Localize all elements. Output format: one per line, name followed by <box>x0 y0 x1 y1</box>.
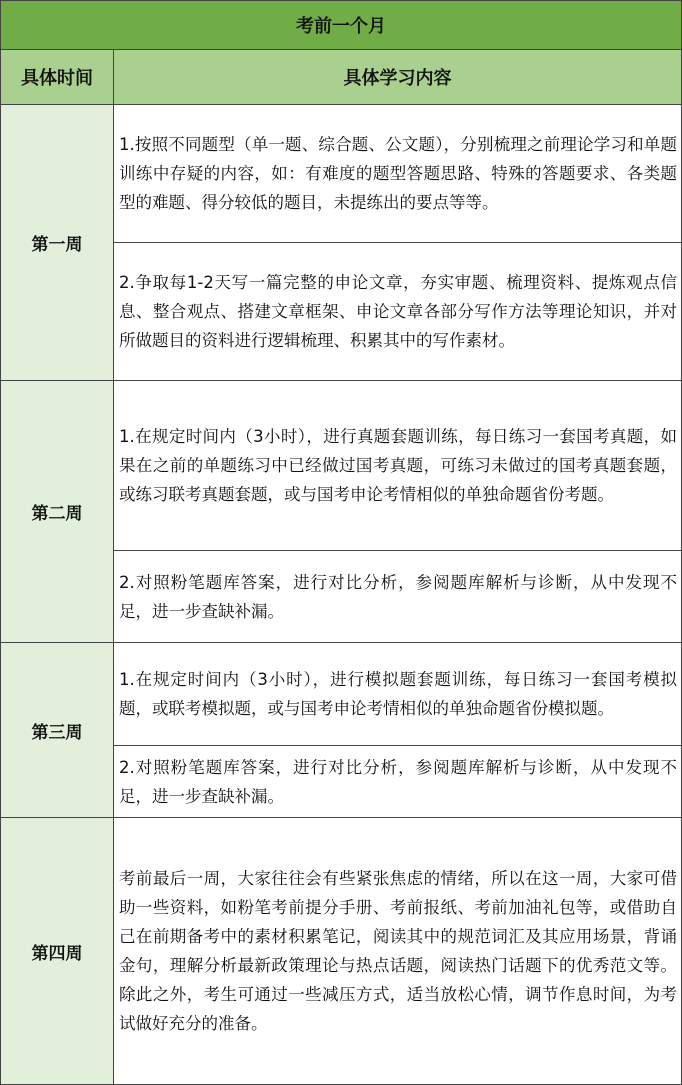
week-2-item-1: 1.在规定时间内（3小时），进行真题套题训练，每日练习一套国考真题，如果在之前的单题练习中已经做过国考真题，可练习未做过的国考真题套题，或练习联考真题套题，或与国考申论考情相似的单独命题省份考题。 <box>114 381 682 551</box>
table-row <box>1 381 682 551</box>
week-1-item-1: 1.按照不同题型（单一题、综合题、公文题），分别梳理之前理论学习和单题训练中存疑的内容，如：有难度的题型答题思路、特殊的答题要求、各类题型的难题、得分较低的题目，未提练出的要点等等。 <box>114 105 682 243</box>
table-row <box>1 818 682 1085</box>
header-week: 具体时间 <box>1 50 114 105</box>
header-content: 具体学习内容 <box>114 50 682 105</box>
header-row <box>1 50 682 105</box>
week-label-4: 第四周 <box>1 818 114 1085</box>
week-2-item-2: 2.对照粉笔题库答案，进行对比分析，参阅题库解析与诊断，从中发现不足，进一步查缺补漏。 <box>114 551 682 643</box>
table-row <box>1 643 682 746</box>
week-label-3: 第三周 <box>1 643 114 818</box>
week-1-item-2: 2.争取每1-2天写一篇完整的申论文章，夯实审题、梳理资料、提炼观点信息、整合观点、搭建文章框架、申论文章各部分写作方法等理论知识，并对所做题目的资料进行逻辑梳理、积累其中的写作素材。 <box>114 243 682 381</box>
week-3-item-1: 1.在规定时间内（3小时），进行模拟题套题训练，每日练习一套国考模拟题，或联考模拟题，或与国考申论考情相似的单独命题省份模拟题。 <box>114 643 682 746</box>
title-row <box>1 1 682 50</box>
table-row <box>1 105 682 243</box>
table-title: 考前一个月 <box>1 1 682 50</box>
week-label-1: 第一周 <box>1 105 114 381</box>
week-label-2: 第二周 <box>1 381 114 643</box>
week-3-item-2: 2.对照粉笔题库答案，进行对比分析，参阅题库解析与诊断，从中发现不足，进一步查缺补漏。 <box>114 746 682 818</box>
week-4-item-1: 考前最后一周，大家往往会有些紧张焦虑的情绪，所以在这一周，大家可借助一些资料，如粉笔考前提分手册、考前报纸、考前加油礼包等，或借助自己在前期备考中的素材积累笔记，阅读其中的规范词汇及其应用场景，背诵金句，理解分析最新政策理论与热点话题，阅读热门话题下的优秀范文等。除此之外，考生可通过一些减压方式，适当放松心情，调节作息时间，为考试做好充分的准备。 <box>114 818 682 1085</box>
